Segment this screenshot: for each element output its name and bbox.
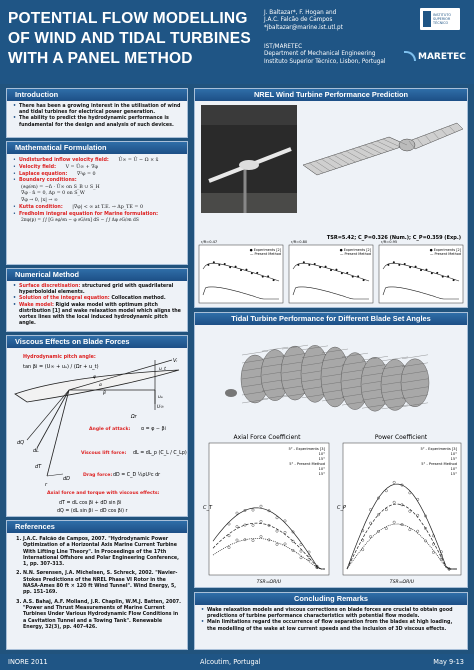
nrel-mesh-blade: [303, 123, 463, 175]
tidal-chart-ylabel: C_P: [337, 505, 347, 511]
tidal-legend-entry: 15°: [318, 472, 325, 476]
ist-logo-text: [433, 13, 451, 25]
math-label: Kutta condition:: [19, 204, 63, 210]
title-line: WITH A PANEL METHOD: [8, 50, 193, 67]
cp-exp-point: [207, 264, 209, 266]
tidal-title: Tidal Turbine Performance for Different Blade Set Angles: [195, 313, 467, 325]
cp-legend-num: — Present Method: [250, 252, 281, 256]
cp-plot-title: r/R=0.95: [381, 240, 398, 244]
conclusion-bullet: • Main limitations regard the occurrence of flow separation from the blades at high loading, the modelling of the wake at low current speeds and the inclusion of 3D viscous effects.: [201, 620, 461, 632]
cp-exp-point: [224, 263, 226, 265]
math-label: Undisturbed inflow velocity field:: [19, 158, 109, 163]
cp-exp-point: [308, 264, 310, 266]
tidal-legend-entry: 15°: [450, 457, 457, 461]
institution-line: Instituto Superior Técnico, Lisbon, Portugal: [264, 58, 386, 65]
title-line: POTENTIAL FLOW MODELLING: [8, 10, 248, 27]
tidal-chart-xlabel: TSR=ΩR/U: [256, 580, 282, 585]
math-body: [7, 154, 187, 228]
introduction-panel: [6, 88, 188, 138]
footer-location: Alcoutim, Portugal: [200, 658, 261, 666]
tidal-panel: [194, 312, 468, 588]
label-dL: dL: [33, 448, 39, 454]
photo-nacelle: [239, 160, 259, 170]
cp-exp-point: [363, 279, 365, 281]
tidal-chart-ylabel: C_T: [203, 505, 213, 511]
references-panel: [6, 520, 188, 650]
numerical-title: Numerical Method: [7, 269, 187, 281]
math-panel: [6, 141, 188, 265]
tidal-charts: [203, 443, 461, 585]
math-eq: ∇φ · n̂ = 0, Δp = 0 on S_W: [21, 191, 85, 197]
cp-exp-point: [398, 264, 400, 266]
conclusion-bullet: • Wake relaxation models and viscous corrections on blade forces are crucial to obtain good predictions of turbine performance characteristics with potential flow models.: [201, 608, 461, 620]
cp-exp-point: [425, 269, 427, 271]
cp-exp-point: [213, 261, 215, 263]
label-vi: Vᵢ: [173, 358, 178, 364]
label-dT: dT: [35, 464, 42, 470]
label-r: r: [45, 482, 48, 488]
mesh-blade-right: [409, 123, 463, 149]
logo-line: INSTITUTO: [433, 13, 452, 17]
footer: [0, 654, 474, 670]
intro-bullet: • There has been a growing interest in the utilisation of wind and tidal turbines for electrical power generation.: [13, 104, 181, 116]
math-eq: Û∞ = Û − Ω × x̂: [118, 158, 159, 163]
numerical-label: Wake model:: [19, 302, 54, 308]
cp-exp-point: [325, 266, 327, 268]
cp-exp-point: [273, 279, 275, 281]
cp-exp-point: [240, 269, 242, 271]
cp-exp-point: [352, 276, 354, 278]
power-chart-title: Power Coefficient: [374, 434, 428, 441]
drag-eq: dD = C_D ½ρU²c dr: [113, 473, 161, 478]
tidal-legend-entry: 5° - Experiments [3]: [288, 447, 325, 451]
math-eq: (∂φ/∂n) = −n̂ · Û∞ on S_B ∪ S_H: [21, 184, 100, 190]
cp-exp-point: [447, 275, 449, 277]
tidal-legend-entry: 10°: [450, 452, 457, 456]
attack-label: Angle of attack:: [89, 427, 131, 432]
conclusions-panel: [194, 592, 468, 650]
conclusions-title: Concluding Remarks: [195, 593, 467, 605]
numerical-text: Collocation method.: [109, 296, 166, 302]
label-dD: dD: [63, 476, 71, 482]
lift-eq: dL = dL_p (C_L / C_Lp): [133, 451, 187, 456]
label-ut: u_t: [159, 367, 166, 372]
logo-line: TÉCNICO: [433, 21, 449, 25]
math-eq: |∇φ| < ∞ at T.E. → Δp_TE = 0: [72, 204, 143, 210]
cp-exp-point: [420, 269, 422, 271]
references-title: References: [7, 521, 187, 533]
conclusions-body: [195, 605, 467, 636]
introduction-title: Introduction: [7, 89, 187, 101]
tidal-legend-entry: 10°: [450, 467, 457, 471]
title-line: OF WIND AND TIDAL TURBINES: [8, 30, 251, 47]
cp-exp-point: [415, 266, 417, 268]
cp-legend-num: — Present Method: [430, 252, 461, 256]
cp-exp-point: [393, 261, 395, 263]
label-omr: Ωr: [131, 415, 137, 420]
label-dQ: dQ: [17, 440, 25, 446]
numerical-text: Rigid wake model with optimum pitch distribution [1] and wake relaxation model which aligns the vortex lines with the local induced hydrodynamic pitch angle.: [19, 302, 181, 327]
authors: [264, 10, 402, 32]
tidal-turbine-mesh: [225, 345, 429, 411]
cp-exp-point: [267, 275, 269, 277]
cp-exp-point: [229, 266, 231, 268]
cp-exp-point: [453, 279, 455, 281]
math-title: Mathematical Formulation: [7, 142, 187, 154]
attack-eq: α = φ − βi: [141, 427, 166, 432]
math-item: [13, 212, 181, 218]
cp-exp-point: [262, 276, 264, 278]
tidal-mesh-segment: [401, 359, 429, 407]
math-label: Laplace equation:: [19, 171, 68, 177]
label-ua: uₐ: [158, 395, 163, 400]
axial-label: Axial force and torque with viscous effects:: [47, 491, 160, 496]
numerical-panel: [6, 268, 188, 332]
tidal-chart-xlabel: TSR=ΩR/U: [389, 580, 415, 585]
numerical-item: [13, 303, 181, 328]
reference-item: 2. N.N. Sørensen, J.A. Michelsen, S. Schreck, 2002. "Navier-Stokes Predictions of the NREL Phase VI Rotor in the NASA-Ames 80 ft × 120 ft Wind Tunnel". Wind Energy, 5, pp. 151-169.: [23, 571, 181, 596]
poster-title: [8, 9, 256, 69]
cp-legend-exp: ● Experiments [2]: [339, 248, 371, 252]
cp-legend-num: — Present Method: [340, 252, 371, 256]
cp-distribution-plots: [199, 240, 463, 303]
author-email: *jbaltazar@marine.ist.utl.pt: [264, 24, 343, 31]
tidal-figures: [195, 325, 467, 587]
math-item: [13, 165, 181, 172]
cp-exp-point: [431, 272, 433, 274]
viscous-title: Viscous Effects on Blade Forces: [7, 336, 187, 348]
tidal-legend-entry: 15°: [318, 457, 325, 461]
maretec-logo: MARETEC: [418, 52, 466, 62]
math-item: [13, 158, 181, 165]
blade-section-shape: [15, 370, 179, 402]
axial-eq-1: dT = dL cos βi + dD sin βi: [59, 501, 122, 506]
axial-chart-title: Axial Force Coefficient: [233, 434, 301, 441]
lift-label: Viscous lift force:: [81, 451, 127, 456]
cp-exp-point: [357, 275, 359, 277]
introduction-body: [7, 101, 187, 132]
math-label: Boundary conditions:: [19, 178, 77, 184]
cp-plot-title: r/R=0.47: [201, 240, 218, 244]
intro-bullet: • The ability to predict the hydrodynamic performance is fundamental for the design and analysis of such devices.: [13, 116, 181, 128]
cp-exp-point: [303, 261, 305, 263]
label-beta: β: [103, 391, 106, 396]
cp-exp-point: [218, 264, 220, 266]
tidal-legend-entry: 5° - Experiments [3]: [420, 447, 457, 451]
label-uinf: U∞: [157, 405, 165, 410]
cp-legend-exp: ● Experiments [2]: [249, 248, 281, 252]
ist-logo-mark: [423, 11, 431, 27]
references-list: [7, 533, 187, 631]
footer-conference: INORE 2011: [8, 658, 48, 666]
tsr-caption: TSR=5.42; C_P=0.326 (Num.); C_P=0.359 (Exp.): [326, 235, 461, 241]
numerical-text: structured grid with quadrilateral hyperboloidal elements.: [19, 284, 174, 296]
tidal-mesh-line: [242, 351, 268, 355]
blade-force-diagram: [7, 348, 187, 516]
cp-exp-point: [297, 264, 299, 266]
math-eq: V = Û∞ + ∇φ: [65, 164, 98, 170]
cp-exp-point: [245, 269, 247, 271]
cp-exp-point: [256, 272, 258, 274]
numerical-label: Surface discretisation:: [19, 284, 81, 289]
institution-line: Department of Mechanical Engineering: [264, 51, 376, 58]
cp-exp-point: [346, 272, 348, 274]
math-label: Velocity field:: [19, 164, 57, 170]
tidal-legend-entry: 10°: [318, 452, 325, 456]
logo-line: SUPERIOR: [433, 17, 451, 21]
math-eq: ∇²φ = 0: [76, 171, 96, 177]
axial-eq-2: dQ = (dL sin βi − dD cos βi) r: [57, 509, 128, 514]
cp-exp-point: [436, 272, 438, 274]
ist-logo: [420, 8, 460, 30]
cp-exp-point: [409, 266, 411, 268]
math-item: [13, 178, 181, 184]
tidal-hub: [225, 389, 237, 397]
tidal-mesh-line: [402, 355, 428, 359]
cp-exp-point: [319, 266, 321, 268]
math-label: Fredholm integral equation for Marine formulation:: [19, 211, 159, 217]
institution-line: IST/MARETEC: [264, 44, 303, 50]
math-eq: 2πφ(p) = ∫∫ [G ∂φ/∂n − φ ∂G/∂n] dS − ∫∫ Δφ ∂G/∂n dS: [21, 217, 139, 223]
cp-exp-point: [442, 276, 444, 278]
numerical-body: [7, 281, 187, 330]
pitch-eq: tan βi = (U∞ + uₐ) / (Ωr + u_t): [23, 364, 99, 370]
drag-label: Drag force:: [83, 473, 113, 478]
tidal-legend-entry: 5° - Present Method: [421, 462, 457, 466]
reference-item: 1. J.A.C. Falcão de Campos, 2007. "Hydrodynamic Power Optimization of a Horizontal Axis Marine Current Turbine With Lifting Line Theory". In Proceedings of the 17th International Offshore and Polar Engineering Conference, 1, pp. 307-313.: [23, 537, 181, 568]
dD-arrow: [47, 474, 63, 476]
author-line: J.A.C. Falcão de Campos: [264, 17, 333, 24]
viscous-panel: [6, 335, 188, 517]
nrel-title: NREL Wind Turbine Performance Prediction: [195, 89, 467, 101]
reference-item: 3. A.S. Bahaj, A.F. Molland, J.R. Chaplin, W.M.J. Batten, 2007. "Power and Thrust Measurements of Marine Current Turbines Under Various Hydrodynamic Flow Conditions in a Cavitation Tunnel and a Towing Tank". Renewable Energy, 32(3), pp. 407-426.: [23, 600, 181, 631]
cp-exp-point: [341, 272, 343, 274]
header: [0, 0, 474, 84]
pitch-label: Hydrodynamic pitch angle:: [23, 355, 96, 360]
photo-ceiling: [201, 105, 297, 125]
maretec-wave-icon: [404, 51, 416, 61]
cp-exp-point: [387, 264, 389, 266]
footer-dates: May 9-13: [433, 658, 464, 666]
photo-floor: [201, 193, 297, 213]
cp-plot-title: r/R=0.80: [291, 240, 308, 244]
cp-exp-point: [404, 263, 406, 265]
tidal-legend-entry: 5° - Present Method: [289, 462, 325, 466]
cp-exp-point: [314, 263, 316, 265]
tidal-legend-entry: 15°: [450, 472, 457, 476]
institution: [264, 44, 414, 66]
cp-exp-point: [235, 266, 237, 268]
math-item: [13, 205, 181, 212]
cp-exp-point: [330, 269, 332, 271]
numerical-item: [13, 284, 181, 296]
label-alpha: α: [99, 383, 102, 388]
numerical-label: Solution of the integral equation:: [19, 296, 110, 302]
tidal-legend-entry: 10°: [318, 467, 325, 471]
label-phi: φ: [93, 375, 96, 380]
cp-exp-point: [335, 269, 337, 271]
math-eq: ∇φ → 0, |x| → ∞: [21, 198, 58, 204]
nrel-panel: [194, 88, 468, 308]
nrel-figures: [195, 101, 467, 307]
author-line: J. Baltazar*, F. Hogan and: [264, 10, 337, 16]
cp-legend-exp: ● Experiments [2]: [429, 248, 461, 252]
cp-exp-point: [251, 272, 253, 274]
